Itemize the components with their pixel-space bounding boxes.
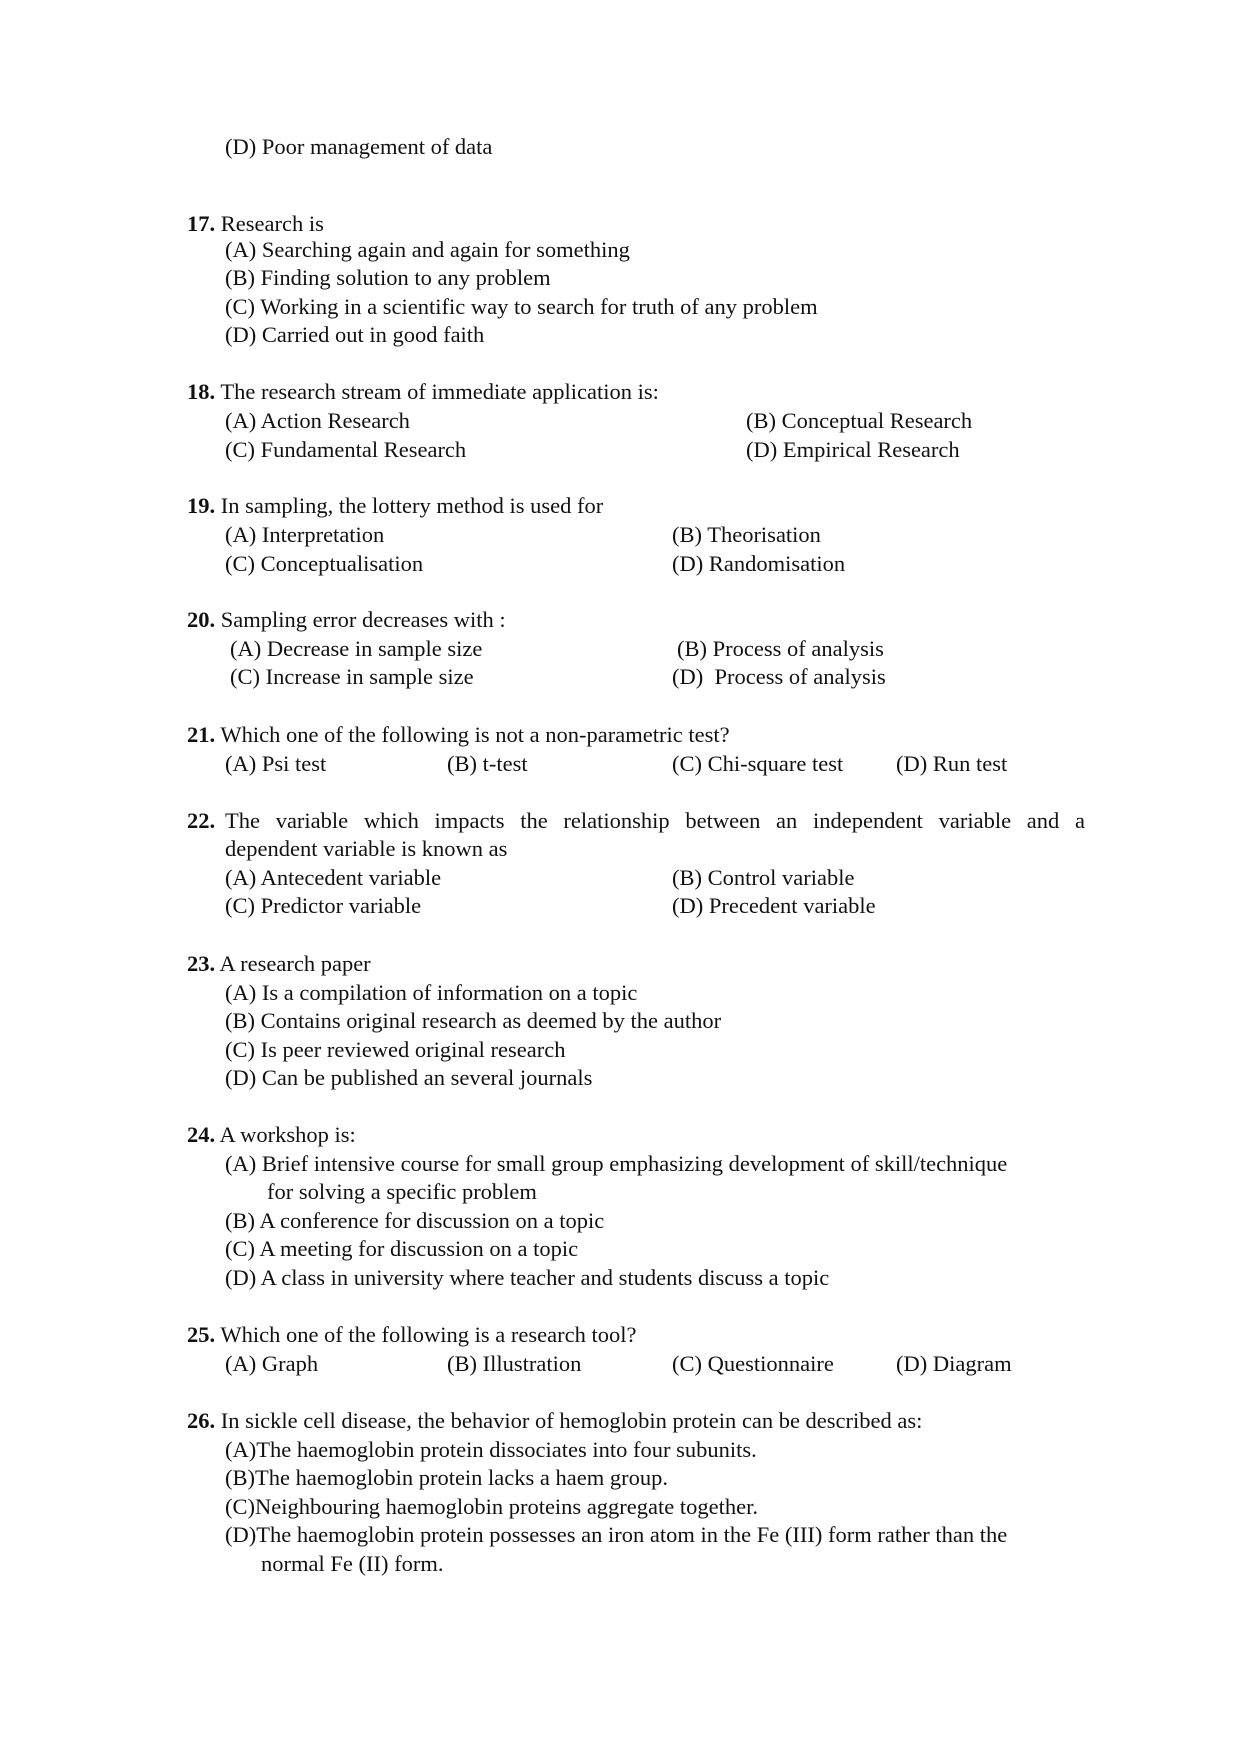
q20-option-d: (D) Process of analysis xyxy=(672,664,886,689)
q19-option-c: (C) Conceptualisation xyxy=(225,551,424,576)
q18-number: 18. xyxy=(187,379,216,404)
q23-stem xyxy=(187,950,371,978)
q17-option-c: (C) Working in a scientific way to search for truth of any problem xyxy=(225,294,818,319)
q19-option-b: (B) Theorisation xyxy=(672,522,821,547)
q23-number: 23. xyxy=(187,951,216,976)
q24-option-c: (C) A meeting for discussion on a topic xyxy=(225,1236,579,1261)
q26-stem xyxy=(187,1407,922,1435)
q26-option-a: (A)The haemoglobin protein dissociates into four subunits. xyxy=(225,1437,757,1462)
q21-option-b: (B) t-test xyxy=(447,751,528,776)
q22-number: 22. xyxy=(187,808,216,833)
q22-text-line2: dependent variable is known as xyxy=(225,836,508,861)
q21-option-c: (C) Chi-square test xyxy=(672,751,844,776)
q21-option-a: (A) Psi test xyxy=(225,751,327,776)
q21-number: 21. xyxy=(187,722,216,747)
q22-stem xyxy=(187,807,215,835)
q17-stem xyxy=(187,210,324,238)
q23-option-a: (A) Is a compilation of information on a topic xyxy=(225,980,638,1005)
q19-stem xyxy=(187,492,603,520)
q24-stem xyxy=(187,1121,356,1149)
q24-option-b: (B) A conference for discussion on a topic xyxy=(225,1208,605,1233)
q17-option-b: (B) Finding solution to any problem xyxy=(225,265,551,290)
q25-option-d: (D) Diagram xyxy=(896,1351,1012,1376)
q26-text: In sickle cell disease, the behavior of hemoglobin protein can be described as: xyxy=(220,1408,923,1433)
q17-text: Research is xyxy=(220,211,324,236)
q18-option-c: (C) Fundamental Research xyxy=(225,437,467,462)
q20-option-c: (C) Increase in sample size xyxy=(230,664,474,689)
q22-option-b: (B) Control variable xyxy=(672,865,855,890)
q26-option-d-line2: normal Fe (II) form. xyxy=(261,1551,444,1576)
q21-stem xyxy=(187,721,730,749)
q23-text: A research paper xyxy=(219,951,371,976)
q18-option-a: (A) Action Research xyxy=(225,408,410,433)
q22-option-d: (D) Precedent variable xyxy=(672,893,876,918)
q26-number: 26. xyxy=(187,1408,216,1433)
q20-stem xyxy=(187,606,506,634)
q25-option-b: (B) Illustration xyxy=(447,1351,582,1376)
q23-option-c: (C) Is peer reviewed original research xyxy=(225,1037,566,1062)
q25-text: Which one of the following is a research tool? xyxy=(220,1322,637,1347)
q23-option-b: (B) Contains original research as deemed by the author xyxy=(225,1008,722,1033)
q18-option-d: (D) Empirical Research xyxy=(746,437,960,462)
q22-text-line1: The variable which impacts the relationship between an independent variable and a xyxy=(225,808,1085,833)
q17-option-a: (A) Searching again and again for something xyxy=(225,237,630,262)
q25-option-c: (C) Questionnaire xyxy=(672,1351,834,1376)
q17-option-d: (D) Carried out in good faith xyxy=(225,322,485,347)
q24-option-d: (D) A class in university where teacher and students discuss a topic xyxy=(225,1265,830,1290)
q20-option-b: (B) Process of analysis xyxy=(677,636,884,661)
q22-option-a: (A) Antecedent variable xyxy=(225,865,442,890)
q17-number: 17. xyxy=(187,211,216,236)
q19-option-a: (A) Interpretation xyxy=(225,522,385,547)
q20-option-a: (A) Decrease in sample size xyxy=(230,636,483,661)
q21-text: Which one of the following is not a non-parametric test? xyxy=(220,722,730,747)
q18-option-b: (B) Conceptual Research xyxy=(746,408,973,433)
q20-text: Sampling error decreases with : xyxy=(220,607,506,632)
q20-number: 20. xyxy=(187,607,216,632)
q19-number: 19. xyxy=(187,493,216,518)
q25-option-a: (A) Graph xyxy=(225,1351,319,1376)
q24-text: A workshop is: xyxy=(219,1122,356,1147)
q19-option-d: (D) Randomisation xyxy=(672,551,846,576)
q21-option-d: (D) Run test xyxy=(896,751,1008,776)
q22-option-c: (C) Predictor variable xyxy=(225,893,422,918)
q24-option-a-line1: (A) Brief intensive course for small group emphasizing development of skill/technique xyxy=(225,1151,1008,1176)
q16-option-d: (D) Poor management of data xyxy=(225,134,493,159)
q18-text: The research stream of immediate application is: xyxy=(220,379,659,404)
q24-number: 24. xyxy=(187,1122,216,1147)
q26-option-b: (B)The haemoglobin protein lacks a haem group. xyxy=(225,1465,668,1490)
q26-option-d-line1: (D)The haemoglobin protein possesses an iron atom in the Fe (III) form rather than the xyxy=(225,1522,1008,1547)
q19-text: In sampling, the lottery method is used for xyxy=(220,493,604,518)
q25-stem xyxy=(187,1321,636,1349)
q26-option-c: (C)Neighbouring haemoglobin proteins aggregate together. xyxy=(225,1494,758,1519)
q25-number: 25. xyxy=(187,1322,216,1347)
q24-option-a-line2: for solving a specific problem xyxy=(267,1179,537,1204)
q23-option-d: (D) Can be published an several journals xyxy=(225,1065,593,1090)
q18-stem xyxy=(187,378,659,406)
